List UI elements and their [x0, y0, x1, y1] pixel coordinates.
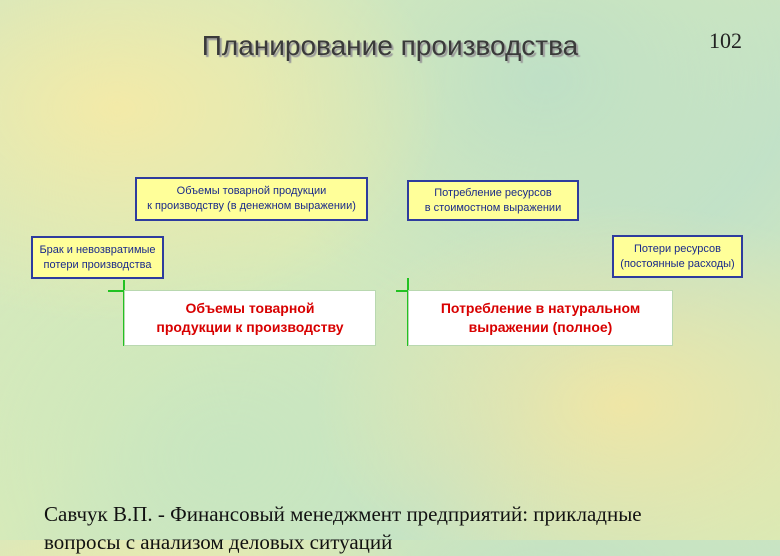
page-number: 102 — [709, 28, 742, 53]
box-money-volume — [135, 177, 368, 221]
box-product-volume — [124, 290, 376, 346]
box-natural-consumption — [408, 290, 673, 346]
box-resource-cost-label: Потребление ресурсов в стоимостном выражении — [424, 186, 562, 214]
connector-right-top — [396, 290, 408, 292]
box-money-volume-label: Объемы товарной продукции к производству (в денежном выражении) — [147, 185, 356, 212]
box-resource-cost — [407, 180, 579, 221]
connector-left-top — [108, 290, 124, 292]
box-resource-losses-label: Потери ресурсов (постоянные расходы) — [620, 242, 735, 270]
slide-title: Планирование производства — [201, 30, 579, 61]
box-product-volume-label: Объемы товарной продукции к производству — [156, 300, 344, 335]
box-resource-losses — [612, 235, 743, 278]
footer-line-1: Савчук В.П. - Финансовый менеджмент предприятий: прикладные — [44, 502, 642, 526]
footer-citation — [44, 500, 764, 556]
box-scrap-losses — [31, 236, 164, 279]
footer-line-2: вопросы с анализом деловых ситуаций — [44, 530, 393, 554]
box-scrap-losses-label: Брак и невозвратимые потери производства — [39, 243, 156, 271]
box-natural-consumption-label: Потребление в натуральном выражении (полное) — [440, 300, 641, 335]
